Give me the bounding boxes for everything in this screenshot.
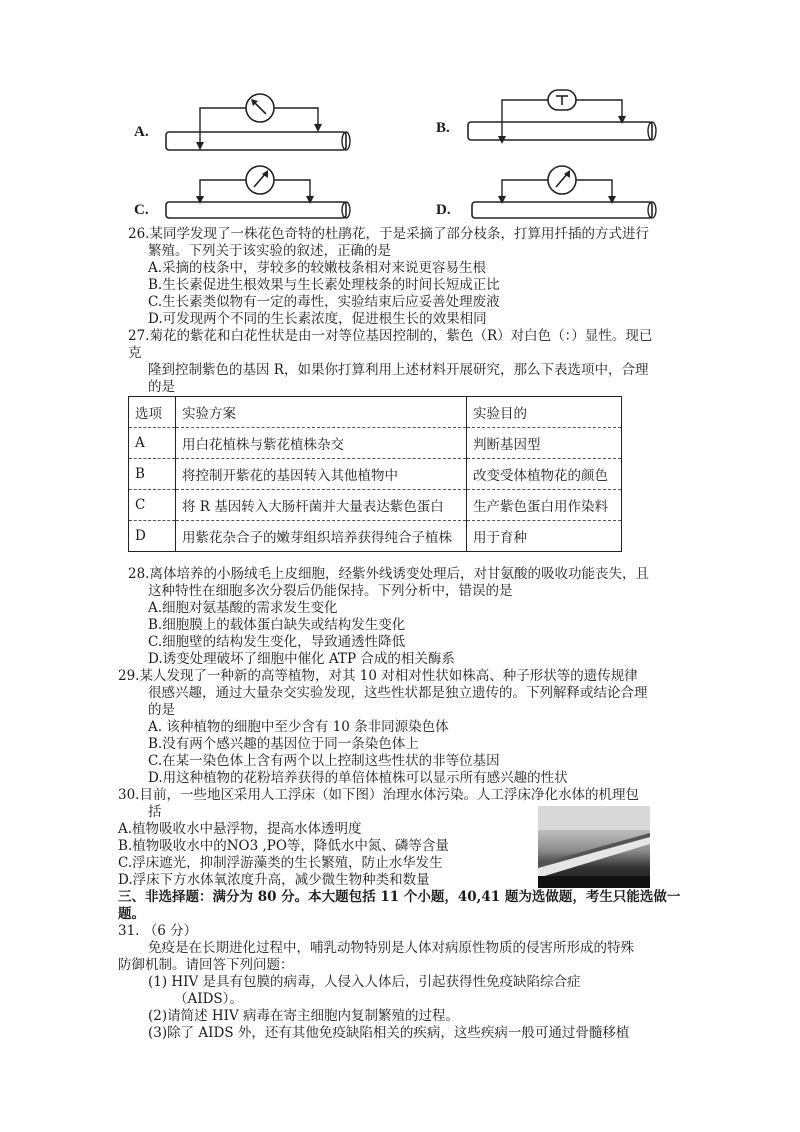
table-cell: 用于育种 <box>467 521 622 552</box>
q26-option-a: A.采摘的枝条中，芽较多的较嫩枝条相对来说更容易生根 <box>148 260 487 276</box>
floating-bed-photo <box>538 806 650 888</box>
table-cell: 将控制开紫花的基因转入其他植物中 <box>176 459 467 490</box>
nerve-diagram-a <box>160 90 360 160</box>
q30-option-a: A.植物吸收水中悬浮物，提高水体透明度 <box>118 821 362 837</box>
q30-stem: 30.目前，一些地区采用人工浮床（如下图）治理水体污染。人工浮床净化水体的机理包 <box>118 787 639 803</box>
section-3-heading: 三、非选择题：满分为 80 分。本大题包括 11 个小题，40,41 题为选做题，考生只能选做一 <box>118 889 681 905</box>
q31-sub-2: (2)请简述 HIV 病毒在寄主细胞内复制繁殖的过程。 <box>148 1008 460 1024</box>
table-cell: 判断基因型 <box>467 428 622 459</box>
table-cell: B <box>129 459 176 490</box>
q27-stem-wrap: 克 <box>128 345 142 361</box>
q29-option-b: B.没有两个感兴趣的基因位于同一条染色体上 <box>148 736 419 752</box>
figure-b-label: B. <box>436 120 450 136</box>
table-cell: 生产紫色蛋白用作染料 <box>467 490 622 521</box>
table-cell: D <box>129 521 176 552</box>
q30-stem-cont: 括 <box>148 804 162 820</box>
q31-heading: 31. （6 分） <box>118 923 198 939</box>
q28-stem: 28.离体培养的小肠绒毛上皮细胞，经紫外线诱变处理后，对甘氨酸的吸收功能丧失，且 <box>128 566 649 582</box>
q31-paragraph-cont: 防御机制。请回答下列问题： <box>118 957 294 973</box>
q26-stem: 26.某同学发现了一株花色奇特的杜鹃花，于是采摘了部分枝条，打算用扦插的方式进行 <box>128 226 649 242</box>
table-cell: C <box>129 490 176 521</box>
figure-d-label: D. <box>436 202 451 218</box>
q26-option-b: B.生长素促进生根效果与生长素处理枝条的时间长短成正比 <box>148 277 500 293</box>
table-cell: A <box>129 428 176 459</box>
q29-stem-cont: 很感兴趣，通过大量杂交实验发现，这些性状都是独立遗传的。下列解释或结论合理 <box>148 685 648 701</box>
q31-sub-3: (3)除了 AIDS 外，还有其他免疫缺陷相关的疾病，这些疾病一般可通过骨髓移植 <box>148 1025 630 1041</box>
q29-option-a: A. 该种植物的细胞中至少含有 10 条非同源染色体 <box>148 719 449 735</box>
q29-option-c: C.在某一染色体上含有两个以上控制这些性状的非等位基因 <box>148 753 500 769</box>
table-header-cell: 实验目的 <box>467 397 622 428</box>
q27-table <box>128 396 622 552</box>
table-header-cell: 选项 <box>129 397 176 428</box>
q31-paragraph: 免疫是在长期进化过程中，哺乳动物特别是人体对病原性物质的侵害所形成的特殊 <box>148 940 634 956</box>
figure-c-label: C. <box>134 202 149 218</box>
q28-option-a: A.细胞对氨基酸的需求发生变化 <box>148 600 338 616</box>
q27-stem-end: 的是 <box>148 379 175 395</box>
table-cell: 用紫花杂合子的嫩芽组织培养获得纯合子植株 <box>176 521 467 552</box>
q29-stem-end: 的是 <box>148 702 175 718</box>
q27-stem-cont: 隆到控制紫色的基因 R，如果你打算利用上述材料开展研究，那么下表选项中，合理 <box>148 362 649 378</box>
table-cell: 改变受体植物花的颜色 <box>467 459 622 490</box>
table-cell: 用白花植株与紫花植株杂交 <box>176 428 467 459</box>
section-3-heading-cont: 题。 <box>118 906 145 922</box>
q28-option-c: C.细胞壁的结构发生变化，导致通透性降低 <box>148 634 406 650</box>
figure-a-label: A. <box>134 124 149 140</box>
q26-option-d: D.可发现两个不同的生长素浓度，促进根生长的效果相同 <box>148 311 487 327</box>
q30-option-c: C.浮床遮光，抑制浮游藻类的生长繁殖，防止水华发生 <box>118 855 443 871</box>
table-row <box>129 521 622 552</box>
q30-option-d: D.浮床下方水体氧浓度升高，减少微生物种类和数量 <box>118 872 430 888</box>
table-header-cell: 实验方案 <box>176 397 467 428</box>
q26-stem-cont: 繁殖。下列关于该实验的叙述，正确的是 <box>148 243 391 259</box>
table-row <box>129 428 622 459</box>
q29-option-d: D.用这种植物的花粉培养获得的单倍体植株可以显示所有感兴趣的性状 <box>148 770 568 786</box>
q26-option-c: C.生长素类似物有一定的毒性，实验结束后应妥善处理废液 <box>148 294 500 310</box>
table-header-row <box>129 397 622 428</box>
q31-sub-1: (1) HIV 是具有包膜的病毒，人侵入人体后，引起获得性免疫缺陷综合症 <box>148 974 581 990</box>
q28-option-d: D.诱变处理破坏了细胞中催化 ATP 合成的相关酶系 <box>148 651 455 667</box>
floating-bed-photo-art <box>538 806 650 888</box>
q31-sub-1-cont: （AIDS）。 <box>174 991 243 1007</box>
q27-stem: 27.菊花的紫花和白花性状是由一对等位基因控制的，紫色（R）对白色（：）显性。现已 <box>128 328 653 344</box>
q29-stem: 29.某人发现了一种新的高等植物，对其 10 对相对性状如株高、种子形状等的遗传规律 <box>118 668 638 684</box>
table-row <box>129 490 622 521</box>
nerve-diagram-b <box>462 88 662 158</box>
nerve-diagram-c <box>160 160 360 226</box>
nerve-diagram-d <box>462 160 662 226</box>
q28-option-b: B.细胞膜上的载体蛋白缺失或结构发生变化 <box>148 617 406 633</box>
q28-stem-cont: 这种特性在细胞多次分裂后仍能保持。下列分析中，错误的是 <box>148 583 513 599</box>
table-cell: 将 R 基因转入大肠杆菌并大量表达紫色蛋白 <box>176 490 467 521</box>
q30-option-b: B.植物吸收水中的NO3 ,PO等，降低水中氮、磷等含量 <box>118 838 449 854</box>
table-row <box>129 459 622 490</box>
